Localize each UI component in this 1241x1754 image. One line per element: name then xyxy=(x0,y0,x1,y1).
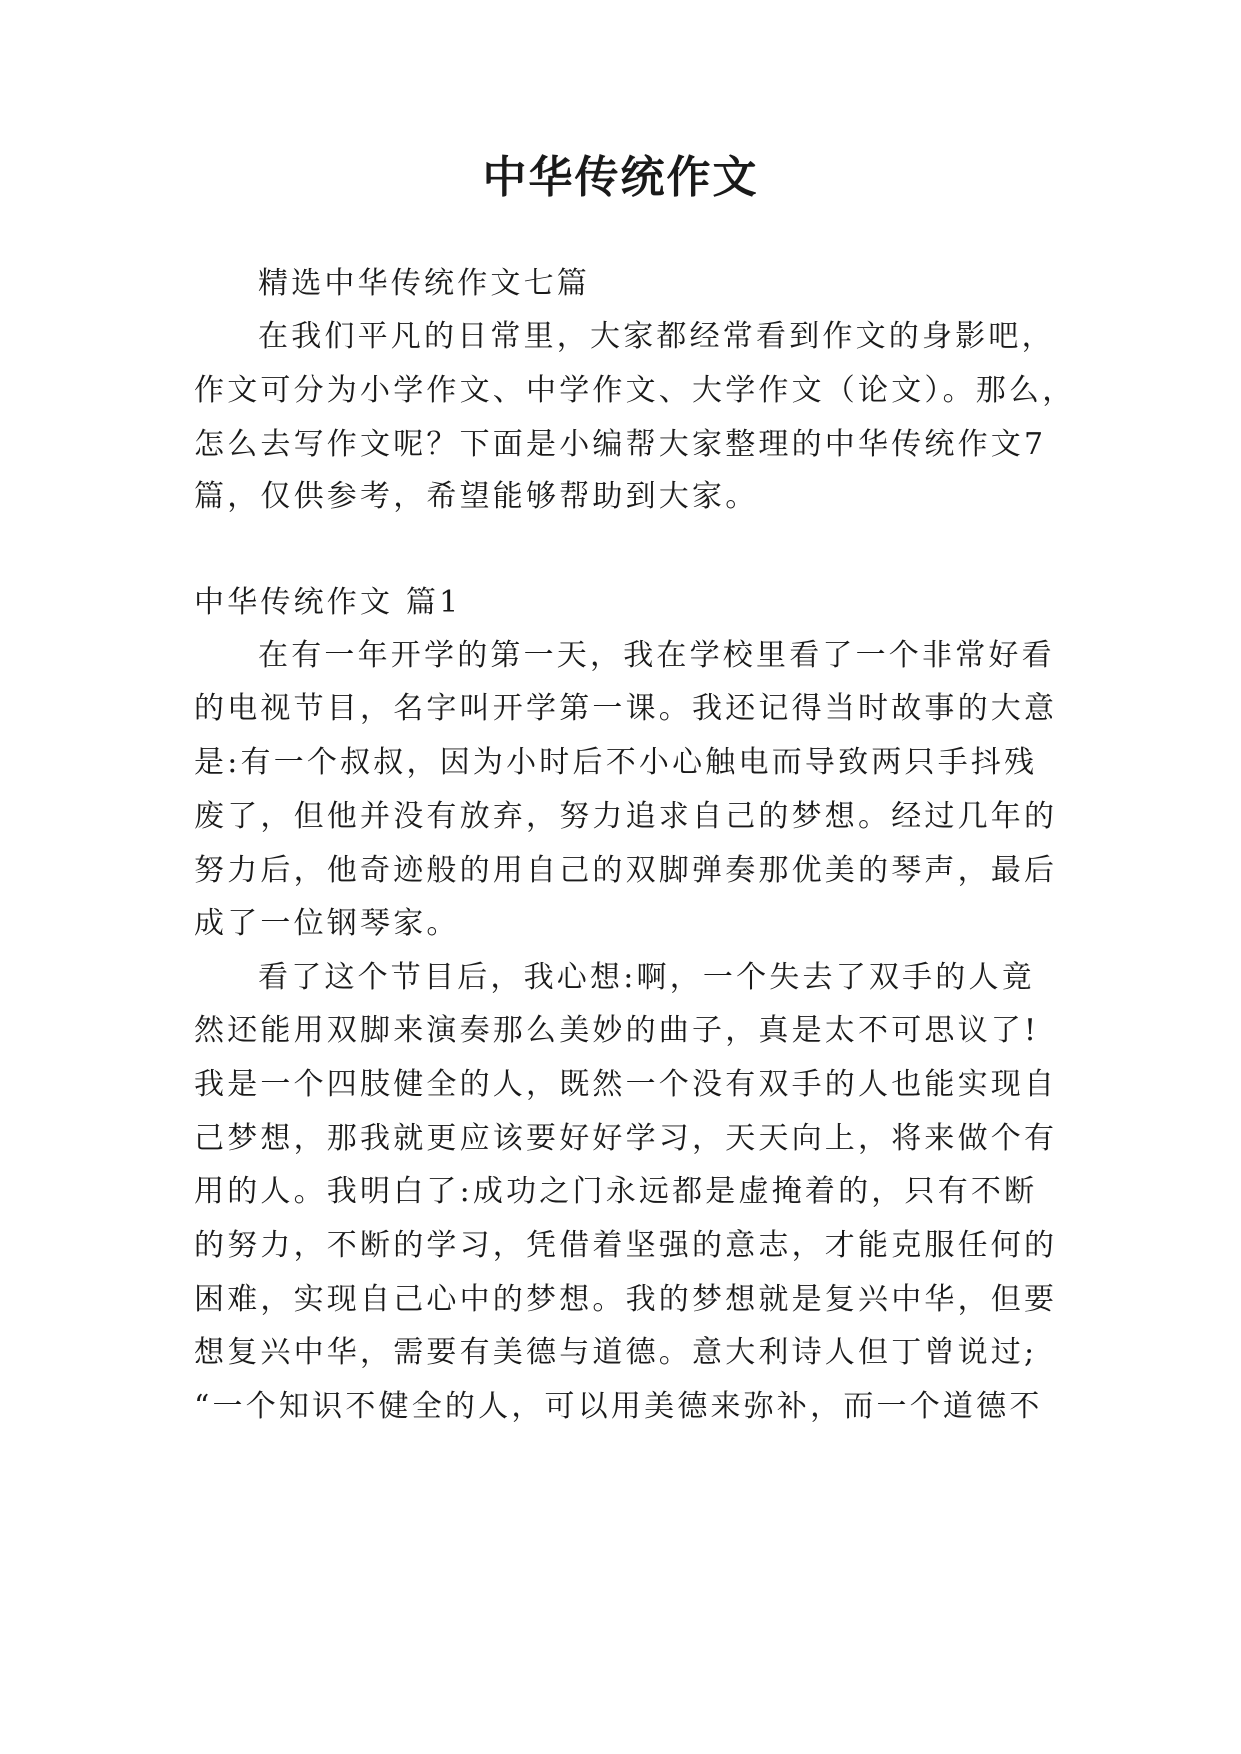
intro-line: 篇，仅供参考，希望能够帮助到大家。 xyxy=(194,479,759,514)
paragraph-line: 的电视节目，名字叫开学第一课。我还记得当时故事的大意 xyxy=(194,691,1058,726)
intro-line: 在我们平凡的日常里，大家都经常看到作文的身影吧， xyxy=(258,319,1055,354)
paragraph-line: 我是一个四肢健全的人，既然一个没有双手的人也能实现自 xyxy=(194,1067,1058,1102)
paragraph-line: 想复兴中华，需要有美德与道德。意大利诗人但丁曾说过; xyxy=(194,1335,1038,1370)
paragraph-line: 废了，但他并没有放弃，努力追求自己的梦想。经过几年的 xyxy=(194,799,1058,834)
paragraph-line: 用的人。我明白了:成功之门永远都是虚掩着的，只有不断 xyxy=(194,1174,1038,1209)
paragraph-line: 己梦想，那我就更应该要好好学习，天天向上，将来做个有 xyxy=(194,1121,1058,1156)
section-heading: 中华传统作文 篇1 xyxy=(194,585,462,620)
paragraph-line: 成了一位钢琴家。 xyxy=(194,906,460,941)
intro-line: 作文可分为小学作文、中学作文、大学作文（论文）。那么， xyxy=(194,373,1076,408)
intro-line: 怎么去写作文呢？下面是小编帮大家整理的中华传统作文7 xyxy=(194,427,1047,462)
paragraph-line: 然还能用双脚来演奏那么美妙的曲子，真是太不可思议了! xyxy=(194,1013,1040,1048)
paragraph-line: “一个知识不健全的人，可以用美德来弥补，而一个道德不 xyxy=(194,1389,1043,1424)
paragraph-line: 是:有一个叔叔，因为小时后不小心触电而导致两只手抖残 xyxy=(194,745,1038,780)
paragraph-line: 困难，实现自己心中的梦想。我的梦想就是复兴中华，但要 xyxy=(194,1282,1058,1317)
paragraph-line: 努力后，他奇迹般的用自己的双脚弹奏那优美的琴声，最后 xyxy=(194,853,1058,888)
paragraph-line: 看了这个节目后，我心想:啊，一个失去了双手的人竟 xyxy=(258,960,1035,995)
subtitle: 精选中华传统作文七篇 xyxy=(258,266,590,301)
document-title: 中华传统作文 xyxy=(482,152,759,203)
paragraph-line: 在有一年开学的第一天，我在学校里看了一个非常好看 xyxy=(258,638,1055,673)
paragraph-line: 的努力，不断的学习，凭借着坚强的意志，才能克服任何的 xyxy=(194,1228,1058,1263)
